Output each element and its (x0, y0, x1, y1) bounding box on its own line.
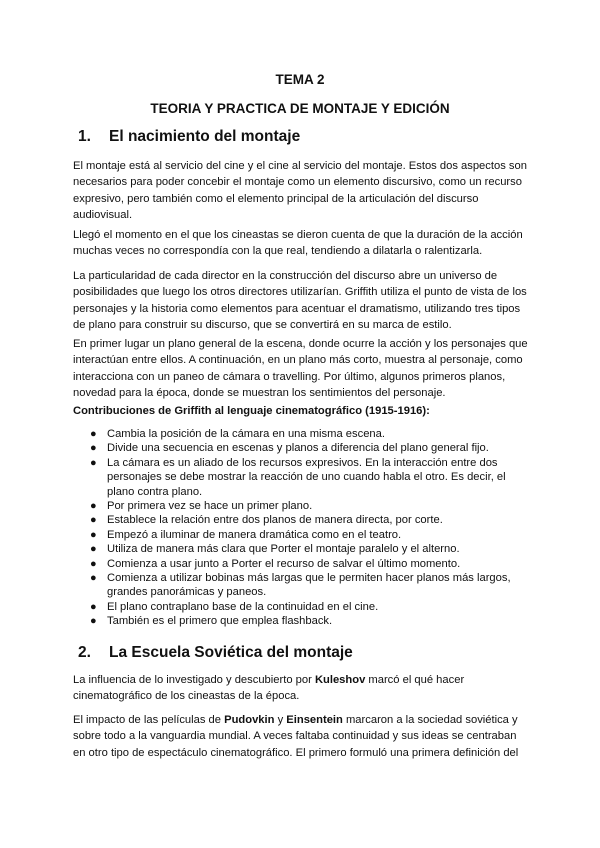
list-item (73, 600, 533, 614)
list-item (73, 456, 533, 499)
list-item-text: El plano contraplano base de la continuidad en el cine. (107, 600, 379, 613)
section-1-number: 1. (78, 128, 91, 145)
list-item (73, 499, 533, 513)
bullet-icon: ● (90, 500, 97, 513)
bullet-icon: ● (90, 615, 97, 628)
list-item (73, 528, 533, 542)
list-item-text: Cambia la posición de la cámara en una misma escena. (107, 428, 385, 440)
list-item (73, 542, 533, 556)
list-item-text: Utiliza de manera más clara que Porter el montaje paralelo y el alterno. (107, 543, 460, 556)
bullet-icon: ● (90, 600, 97, 613)
list-item-text: Empezó a iluminar de manera dramática como en el teatro. (107, 528, 402, 541)
list-item-text: Comienza a utilizar bobinas más largas que le permiten hacer planos más largos, grandes panorámicas y paneos. (107, 572, 511, 599)
list-item-text: Divide una secuencia en escenas y planos a diferencia del plano general fijo. (107, 442, 489, 455)
text-run: marcó el qué hacer cinematográfico de los cineastas de la época. (73, 674, 465, 703)
bullet-icon: ● (90, 514, 97, 527)
section-1-paragraph-4: En primer lugar un plano general de la escena, donde ocurre la acción y los personajes que interactúan entre ellos. A continuación, en un plano más corto, muestra al personaje, como interacciona con un paneo de cámara o travelling. Por último, algunos primeros planos, novedad para la época, donde se muestran los sentimientos del personaje. (73, 338, 528, 399)
list-item (73, 614, 533, 628)
bullet-icon: ● (90, 572, 97, 585)
section-2-title: La Escuela Soviética del montaje (109, 644, 353, 661)
list-item (73, 441, 533, 455)
section-1-heading (78, 128, 300, 146)
section-1-title: El nacimiento del montaje (109, 128, 301, 145)
list-item-text: La cámara es un aliado de los recursos expresivos. En la interacción entre dos personajes se debe mostrar la reacción de uno cuando habla el otro. Es decir, el plano contra plano. (107, 456, 506, 498)
list-item-text: Comienza a usar junto a Porter el recurso de salvar el último momento. (107, 557, 461, 570)
section-2-number: 2. (78, 644, 91, 661)
list-item (73, 557, 533, 571)
text-run: El impacto de las películas de (73, 714, 225, 726)
bullet-icon: ● (90, 456, 97, 469)
section-1-paragraph-3: La particularidad de cada director en la construcción del discurso abre un universo de posibilidades que luego los otros directores utilizarían. Griffith utiliza el punto de vista de los personajes y la historia como elementos para acentuar el dramatismo, utilizando tres tipos de plano para construir su discurso, que se convertirá en su marca de estilo. (73, 270, 527, 331)
section-1-paragraph-1: El montaje está al servicio del cine y el cine al servicio del montaje. Estos dos aspectos son necesarios para poder concebir el montaje como un elemento discursivo, como un recurso expresivo, pero también como el elemento principal de la articulación del discurso audiovisual. (73, 160, 527, 221)
list-item-text: También es el primero que emplea flashback. (107, 615, 333, 628)
text-run: marcaron a la sociedad soviética y sobre todo a la vanguardia mundial. A veces faltaba continuidad y sus ideas se centraban en otro tipo de espectáculo cinematográfico. El primero formuló una primera definición del (73, 714, 519, 759)
bullet-icon: ● (90, 557, 97, 570)
pudovkin-name: Pudovkin (224, 714, 275, 726)
bullet-icon: ● (90, 528, 97, 541)
griffith-contributions-list (73, 427, 533, 629)
bullet-icon: ● (90, 543, 97, 556)
list-item (73, 513, 533, 527)
bullet-icon: ● (90, 428, 97, 440)
document-title: TEORIA Y PRACTICA DE MONTAJE Y EDICIÓN (150, 101, 450, 116)
section-2-paragraph-2 (73, 712, 531, 761)
list-item (73, 571, 533, 600)
section-2-heading (78, 644, 353, 662)
list-item-text: Por primera vez se hace un primer plano. (107, 500, 313, 513)
section-1-paragraph-2: Llegó el momento en el que los cineastas se dieron cuenta de que la duración de la acción muchas veces no correspondía con la que real, tendiendo a dilatarla o ralentizarla. (73, 229, 523, 258)
text-run: y (274, 714, 287, 726)
text-run: La influencia de lo investigado y descubierto por (73, 674, 315, 686)
section-2-paragraph-1 (73, 672, 531, 705)
kuleshov-name: Kuleshov (314, 674, 366, 686)
bullet-icon: ● (90, 442, 97, 455)
list-item (73, 427, 533, 441)
tema-label: TEMA 2 (275, 72, 325, 87)
list-item-text: Establece la relación entre dos planos de manera directa, por corte. (107, 514, 443, 527)
griffith-contributions-heading: Contribuciones de Griffith al lenguaje cinematográfico (1915-1916): (73, 405, 430, 417)
einsentein-name: Einsentein (286, 714, 343, 726)
